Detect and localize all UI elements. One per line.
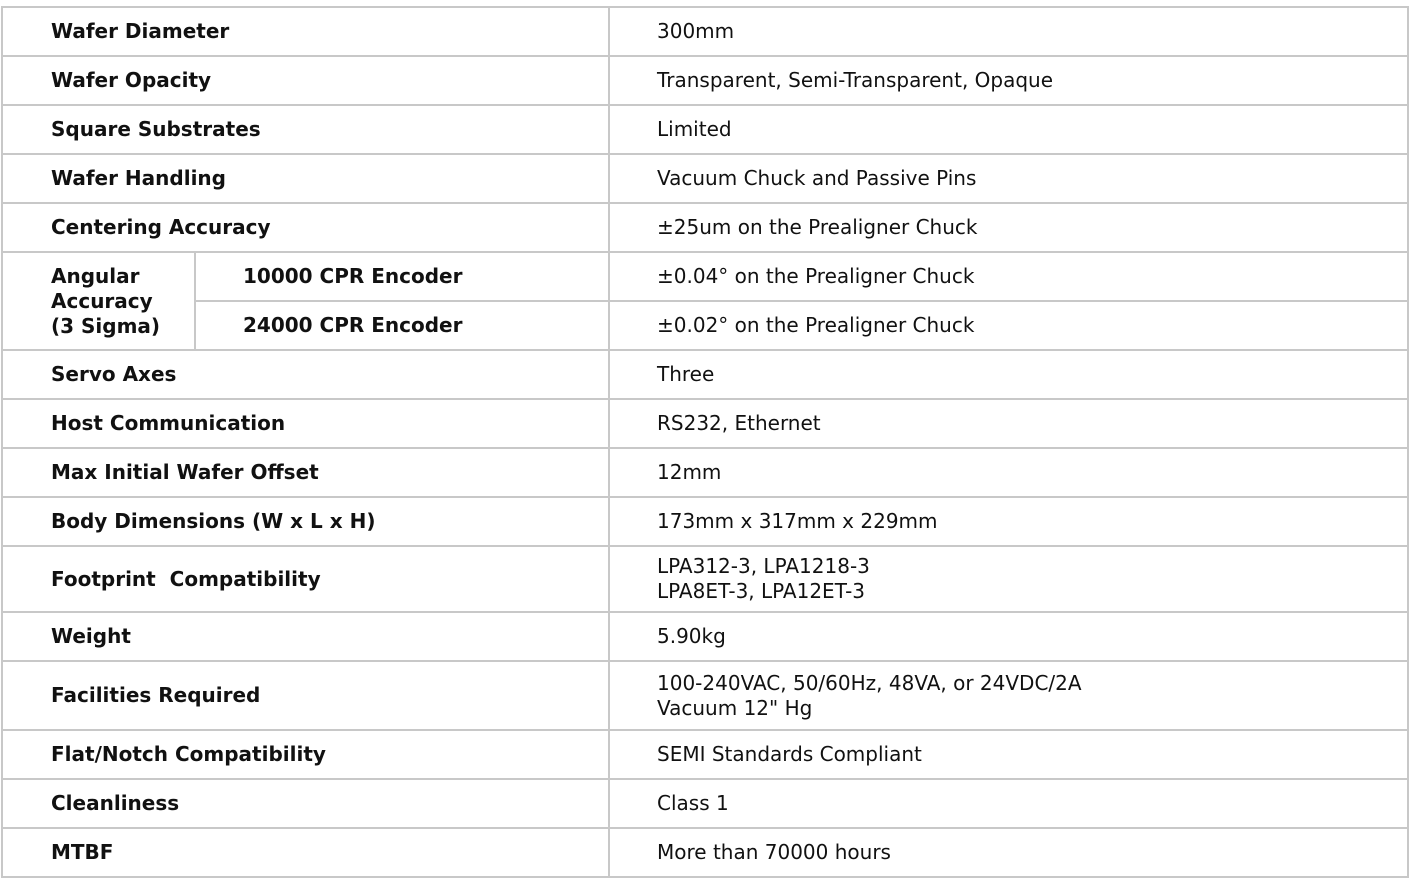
- table-row: [2, 497, 1408, 546]
- spec-label: Wafer Diameter: [2, 7, 609, 56]
- spec-value: ±25um on the Prealigner Chuck: [609, 203, 1408, 252]
- spec-value: Vacuum Chuck and Passive Pins: [609, 154, 1408, 203]
- table-row: [2, 203, 1408, 252]
- spec-value: SEMI Standards Compliant: [609, 730, 1408, 779]
- spec-label: Square Substrates: [2, 105, 609, 154]
- spec-label: Weight: [2, 612, 609, 661]
- spec-value: 12mm: [609, 448, 1408, 497]
- spec-value: 173mm x 317mm x 229mm: [609, 497, 1408, 546]
- spec-label: Host Communication: [2, 399, 609, 448]
- encoder-label-10000: 10000 CPR Encoder: [195, 252, 609, 301]
- spec-value: Transparent, Semi-Transparent, Opaque: [609, 56, 1408, 105]
- table-row: [2, 154, 1408, 203]
- spec-label: Wafer Opacity: [2, 56, 609, 105]
- spec-label: Body Dimensions (W x L x H): [2, 497, 609, 546]
- spec-value: Three: [609, 350, 1408, 399]
- table-row: [2, 7, 1408, 56]
- spec-value: ±0.04° on the Prealigner Chuck: [609, 252, 1408, 301]
- spec-value: Class 1: [609, 779, 1408, 828]
- spec-label: Facilities Required: [2, 661, 609, 730]
- table-row: [2, 105, 1408, 154]
- encoder-label-24000: 24000 CPR Encoder: [195, 301, 609, 350]
- spec-label: Max Initial Wafer Offset: [2, 448, 609, 497]
- table-row: [2, 828, 1408, 877]
- spec-value: Limited: [609, 105, 1408, 154]
- table-row: [2, 448, 1408, 497]
- angular-accuracy-label: Angular Accuracy (3 Sigma): [2, 252, 195, 350]
- spec-value: LPA312-3, LPA1218-3 LPA8ET-3, LPA12ET-3: [609, 546, 1408, 612]
- spec-label: Wafer Handling: [2, 154, 609, 203]
- spec-label: Cleanliness: [2, 779, 609, 828]
- spec-value: ±0.02° on the Prealigner Chuck: [609, 301, 1408, 350]
- spec-value: More than 70000 hours: [609, 828, 1408, 877]
- table-row: [2, 399, 1408, 448]
- spec-label: Servo Axes: [2, 350, 609, 399]
- specifications-table: [1, 6, 1409, 878]
- table-row: [2, 350, 1408, 399]
- table-row: [2, 301, 1408, 350]
- spec-label: Centering Accuracy: [2, 203, 609, 252]
- table-row: [2, 612, 1408, 661]
- table-row: [2, 661, 1408, 730]
- spec-label: Footprint Compatibility: [2, 546, 609, 612]
- spec-value: RS232, Ethernet: [609, 399, 1408, 448]
- spec-label: MTBF: [2, 828, 609, 877]
- table-row: [2, 252, 1408, 301]
- spec-value: 300mm: [609, 7, 1408, 56]
- table-row: [2, 546, 1408, 612]
- spec-value: 5.90kg: [609, 612, 1408, 661]
- spec-label: Flat/Notch Compatibility: [2, 730, 609, 779]
- table-row: [2, 56, 1408, 105]
- table-row: [2, 730, 1408, 779]
- table-row: [2, 779, 1408, 828]
- spec-value: 100-240VAC, 50/60Hz, 48VA, or 24VDC/2A Vacuum 12" Hg: [609, 661, 1408, 730]
